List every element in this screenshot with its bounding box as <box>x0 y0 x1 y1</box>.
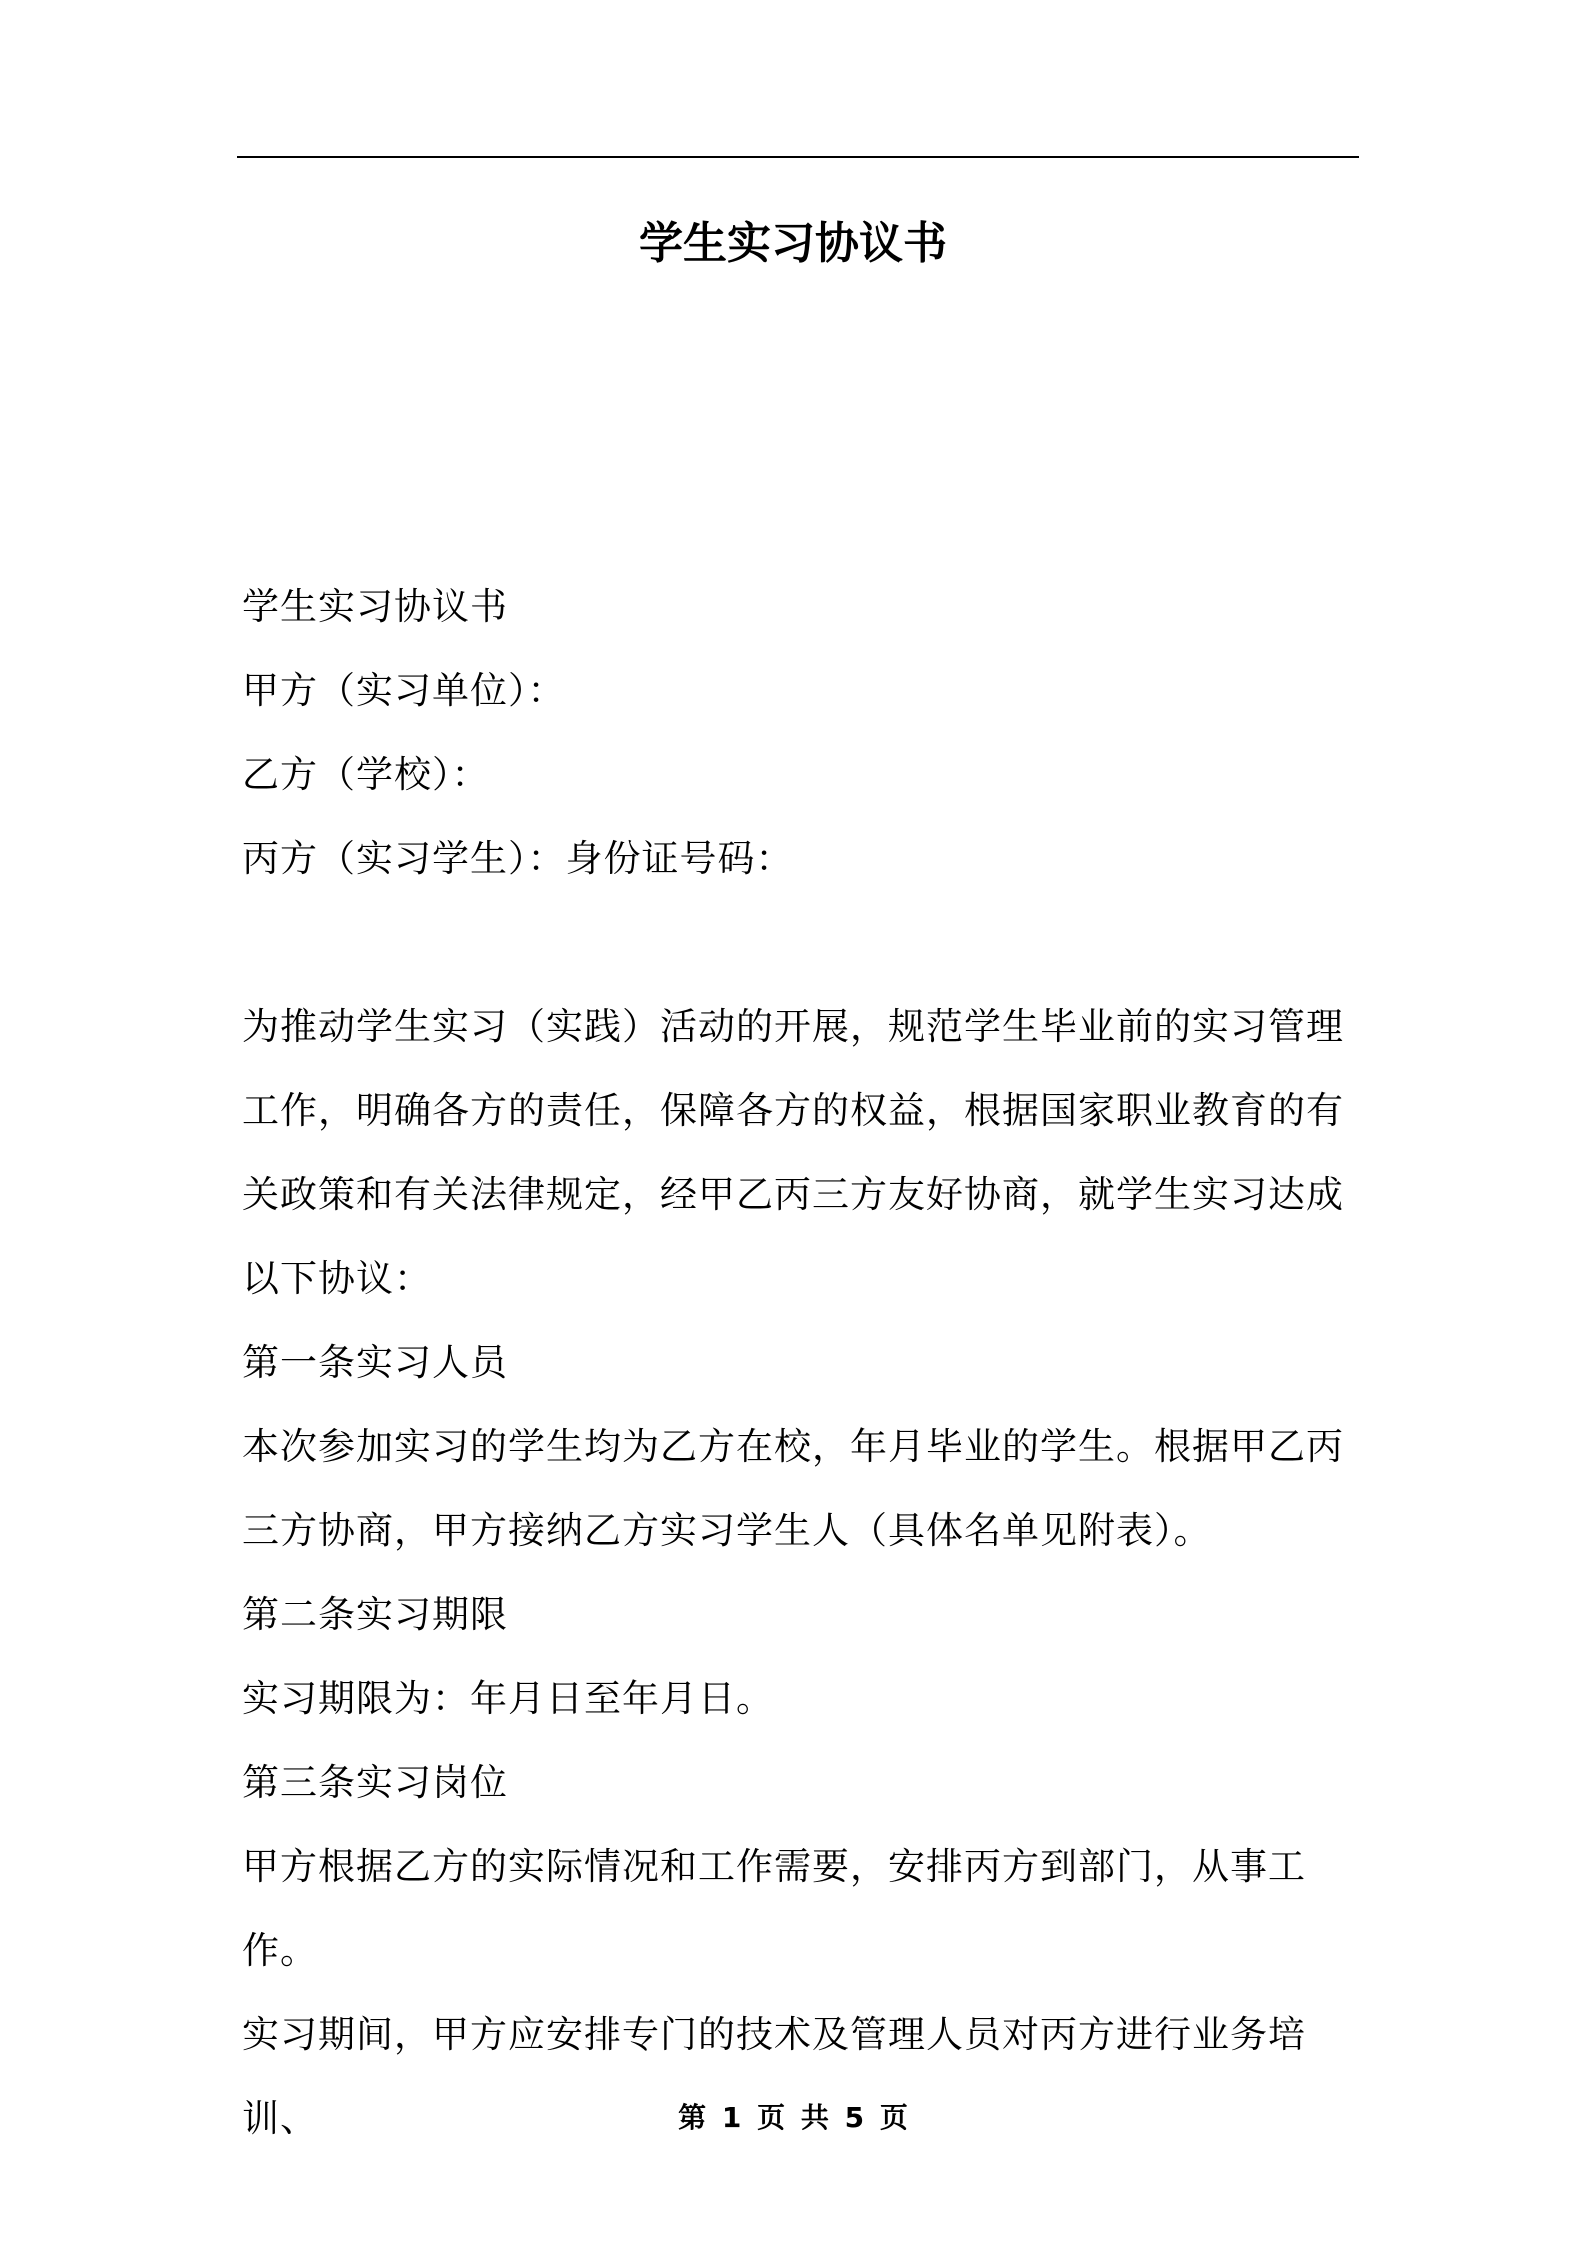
intro-section <box>242 565 1358 901</box>
party-c-line: 丙方（实习学生）：身份证号码： <box>242 837 794 880</box>
article-2-heading: 第二条实习期限 <box>242 1593 508 1636</box>
intro-heading: 学生实习协议书 <box>242 585 508 628</box>
page-number-footer: 第 1 页 共 5 页 <box>678 2101 908 2134</box>
preamble-paragraph: 为推动学生实习（实践）活动的开展，规范学生毕业前的实习管理工作，明确各方的责任，保障各方的权益，根据国家职业教育的有关政策和有关法律规定，经甲乙丙三方友好协商，就学生实习达成以下协议： <box>242 1005 1344 1300</box>
article-1-text: 本次参加实习的学生均为乙方在校，年月毕业的学生。根据甲乙丙三方协商，甲方接纳乙方实习学生人（具体名单见附表）。 <box>242 1425 1344 1552</box>
article-1-heading: 第一条实习人员 <box>242 1341 508 1384</box>
article-3-continuation: 实习期间，甲方应安排专门的技术及管理人员对丙方进行业务培训、 <box>242 2013 1306 2140</box>
party-a-line: 甲方（实习单位）： <box>242 669 566 712</box>
document-title: 学生实习协议书 <box>639 218 947 269</box>
article-3-text: 甲方根据乙方的实际情况和工作需要，安排丙方到部门，从事工作。 <box>242 1845 1306 1972</box>
agreement-body <box>242 985 1358 2161</box>
article-2-text: 实习期限为：年月日至年月日。 <box>242 1677 774 1720</box>
party-b-line: 乙方（学校）： <box>242 753 490 796</box>
header-rule <box>237 156 1359 158</box>
article-3-heading: 第三条实习岗位 <box>242 1761 508 1804</box>
